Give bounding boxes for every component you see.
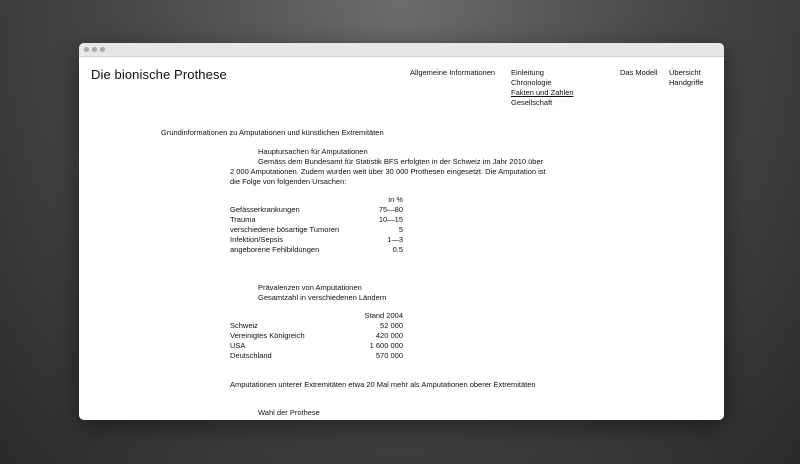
- prevalence-table-row: [230, 331, 403, 341]
- country-label: Deutschland: [230, 351, 272, 360]
- nav-link-einleitung[interactable]: Einleitung: [511, 68, 544, 77]
- cause-label: verschiedene bösartige Tumoren: [230, 225, 340, 234]
- causes-intro-first-line: Gemäss dem Bundesamt für Statistik BFS erfolgten in der Schweiz im Jahr 2010 über: [258, 157, 544, 166]
- prevalence-title: Prävalenzen von Amputationen: [258, 283, 362, 292]
- causes-table-row: [230, 215, 403, 225]
- causes-unit-label: in %: [388, 195, 403, 204]
- cause-label: angeborene Fehlbildungen: [230, 245, 320, 254]
- country-label: Vereinigtes Königreich: [230, 331, 305, 340]
- country-value: 570 000: [375, 351, 403, 360]
- prevalence-table-row: [230, 351, 403, 361]
- causes-table-header: [230, 195, 403, 205]
- site-title[interactable]: Die bionische Prothese: [91, 67, 227, 82]
- prevalence-column-label: Stand 2004: [364, 311, 403, 320]
- causes-title: Hauptursachen für Amputationen: [258, 147, 368, 156]
- next-section-title: Wahl der Prothese: [258, 408, 320, 417]
- cause-label: Infektion/Sepsis: [230, 235, 283, 244]
- cause-value: 10—15: [378, 215, 403, 224]
- web-page: [79, 57, 724, 420]
- nav-link-fakten-und-zahlen[interactable]: Fakten und Zahlen: [511, 88, 574, 97]
- prevalence-table-row: [230, 321, 403, 331]
- nav-link-gesellschaft[interactable]: Gesellschaft: [511, 98, 553, 107]
- country-value: 420 000: [375, 331, 403, 340]
- nav-link-handgriffe[interactable]: Handgriffe: [669, 78, 704, 87]
- prevalence-table-row: [230, 341, 403, 351]
- cause-value: 1—3: [387, 235, 403, 244]
- cause-value: 5: [398, 225, 403, 234]
- causes-table-row: [230, 235, 403, 245]
- causes-table-row: [230, 225, 403, 235]
- nav-sections-list: [511, 68, 574, 108]
- page-heading: Grundinformationen zu Amputationen und künstlichen Extremitäten: [161, 128, 384, 137]
- country-value: 1 600 000: [369, 341, 403, 350]
- causes-table-row: [230, 245, 403, 255]
- nav-link-das-modell[interactable]: Das Modell: [620, 68, 658, 77]
- prevalence-table-header: [230, 311, 403, 321]
- window-titlebar: [79, 43, 724, 57]
- minimize-window-icon[interactable]: [92, 47, 97, 52]
- nav-link-general-info[interactable]: Allgemeine Informationen: [410, 68, 496, 77]
- cause-label: Gefässerkrankungen: [230, 205, 300, 214]
- prevalence-subtitle: Gesamtzahl in verschiedenen Ländern: [258, 293, 387, 302]
- browser-window: [79, 43, 724, 420]
- causes-table-row: [230, 205, 403, 215]
- nav-link-chronologie[interactable]: Chronologie: [511, 78, 552, 87]
- causes-intro-line: die Folge von folgenden Ursachen:: [230, 177, 347, 186]
- cause-value: 0.5: [392, 245, 403, 254]
- causes-intro-line: 2 000 Amputationen. Zudem wurden weit über 30 000 Prothesen eingesetzt. Die Amputation ist: [230, 167, 546, 176]
- cause-value: 75—80: [378, 205, 403, 214]
- maximize-window-icon[interactable]: [100, 47, 105, 52]
- extremities-note: Amputationen unterer Extremitäten etwa 20 Mal mehr als Amputationen oberer Extremitäten: [230, 380, 536, 389]
- close-window-icon[interactable]: [84, 47, 89, 52]
- cause-label: Trauma: [230, 215, 256, 224]
- nav-link-uebersicht[interactable]: Übersicht: [669, 68, 701, 77]
- nav-overview-list: [669, 68, 703, 88]
- country-value: 52 000: [380, 321, 403, 330]
- country-label: USA: [230, 341, 246, 350]
- country-label: Schweiz: [230, 321, 258, 330]
